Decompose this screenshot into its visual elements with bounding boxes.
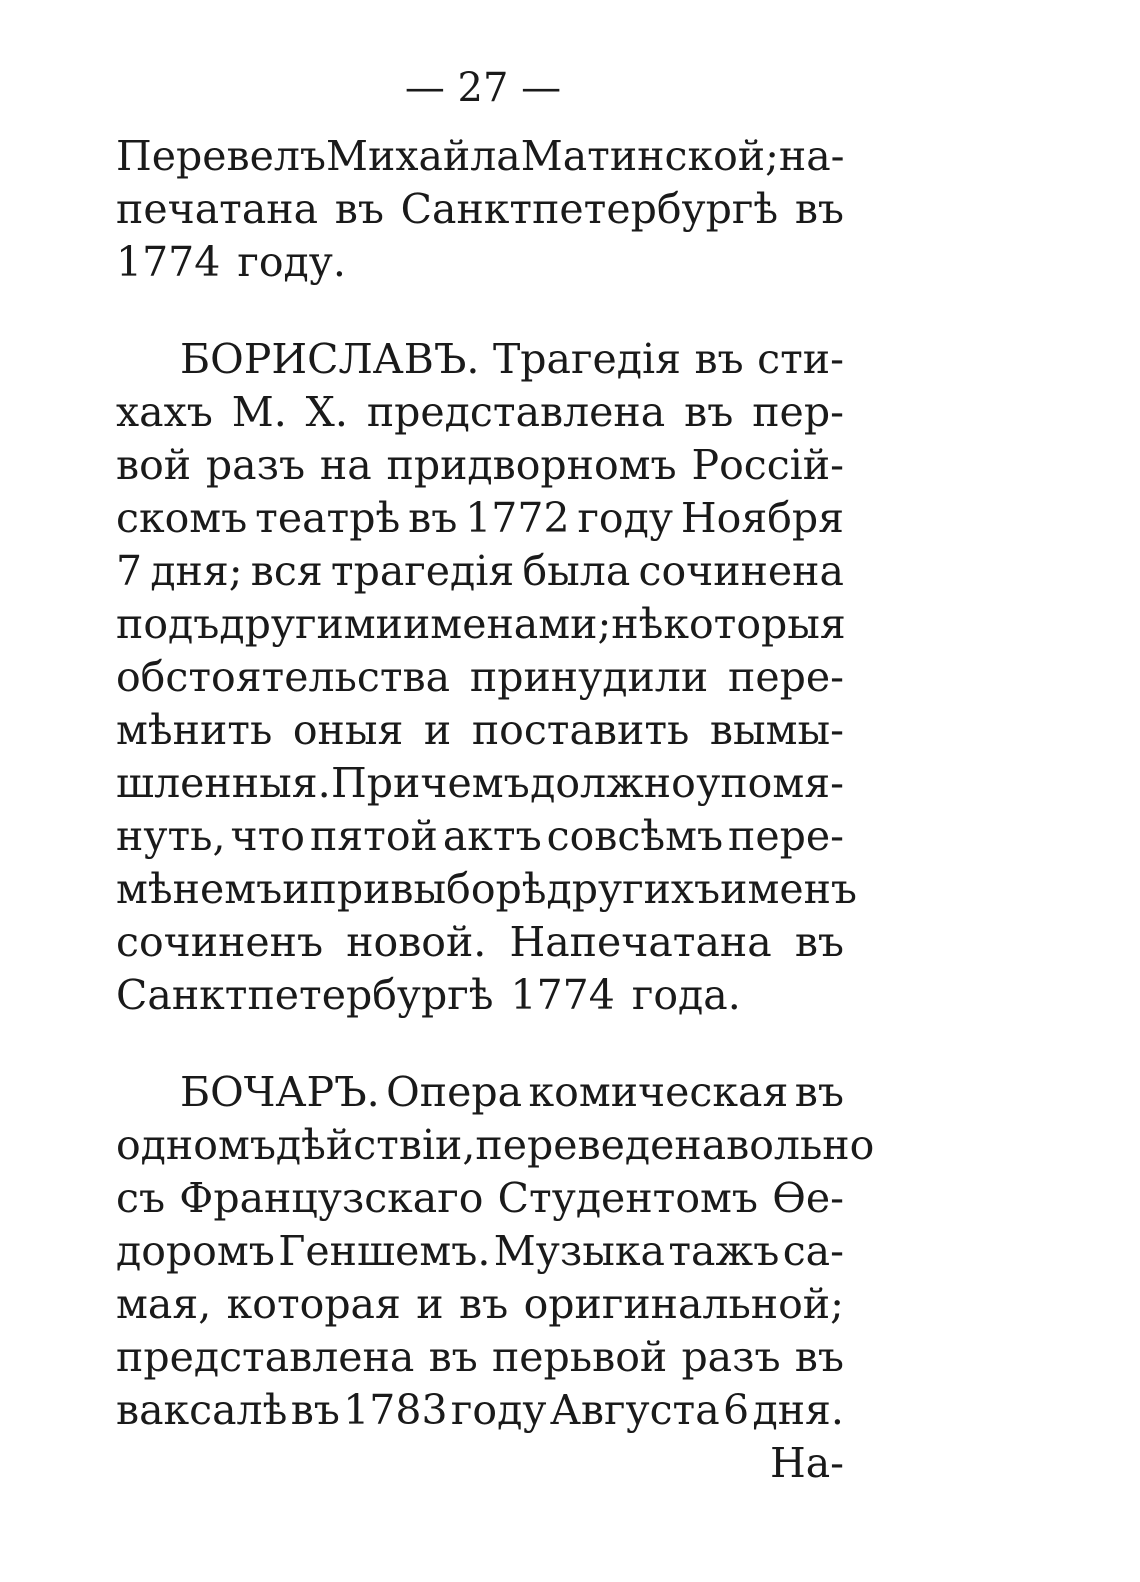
word: мѣнемъ [116, 865, 283, 913]
word: принудили [469, 653, 709, 701]
word: выборѣ [390, 865, 547, 913]
text-line [116, 1225, 844, 1278]
text-line [116, 863, 858, 916]
word: 6 [723, 1386, 750, 1434]
text-line [116, 1437, 844, 1490]
word: въ [334, 185, 384, 233]
word: упомя- [696, 759, 844, 807]
text-line [116, 386, 844, 439]
word: именъ [720, 865, 858, 913]
page-number: — 27 — [404, 65, 562, 111]
text-line [116, 236, 844, 289]
word: Санктпетербургѣ [116, 971, 494, 1019]
word: была [522, 547, 631, 595]
text-line [116, 439, 844, 492]
word: въ [684, 388, 734, 436]
text-line [116, 183, 844, 236]
word: пере- [728, 653, 844, 701]
body-text [116, 130, 875, 1490]
word: году [450, 1386, 547, 1434]
word: БОЧАРЪ. [180, 1068, 380, 1116]
word: Студентомъ [497, 1174, 758, 1222]
word: БОРИСЛАВЪ. [180, 335, 480, 383]
word: съ [116, 1174, 166, 1222]
word: пер- [752, 388, 844, 436]
word: Музыка [493, 1227, 665, 1275]
word: Перевелъ [116, 132, 327, 180]
word: нуть, [116, 812, 226, 860]
text-line [116, 1384, 844, 1437]
text-line [116, 333, 844, 386]
word: другими [219, 600, 403, 648]
word: перьвой [491, 1333, 668, 1381]
word: М. [231, 388, 287, 436]
text-line [116, 757, 844, 810]
word: Французскаго [179, 1174, 484, 1222]
word: На- [769, 1439, 844, 1487]
word: представлена [366, 388, 666, 436]
word: сти- [757, 335, 844, 383]
word: придворномъ [386, 441, 677, 489]
word: и [282, 865, 310, 913]
word: Напечатана [509, 918, 772, 966]
word: именами; [402, 600, 612, 648]
word: въ [794, 1333, 844, 1381]
word: разъ [681, 1333, 781, 1381]
word: на- [778, 132, 845, 180]
word: представлена [116, 1333, 415, 1381]
word: при [309, 865, 391, 913]
word: подъ [116, 600, 220, 648]
word: вой [116, 441, 192, 489]
word: въ [694, 335, 744, 383]
word: Августа [549, 1386, 720, 1434]
word: Матинской; [520, 132, 779, 180]
word: са- [782, 1227, 844, 1275]
text-line [116, 916, 844, 969]
text-line [116, 1066, 844, 1119]
word: которая [226, 1280, 401, 1328]
word: оныя [292, 706, 404, 754]
word: и [416, 1280, 444, 1328]
word: сочиненъ [116, 918, 324, 966]
word: Геншемъ. [278, 1227, 491, 1275]
word: комическая [528, 1068, 789, 1116]
word: дня. [752, 1386, 844, 1434]
text-line [116, 1331, 844, 1384]
word: дѣйствіи, [275, 1121, 476, 1169]
word: въ [459, 1280, 509, 1328]
word: переведена [475, 1121, 727, 1169]
text-line [116, 598, 844, 651]
word: актъ [442, 812, 542, 860]
word: на [319, 441, 372, 489]
word: нѣкоторыя [611, 600, 846, 648]
word: Ноября [680, 494, 844, 542]
word: 1783 [343, 1386, 448, 1434]
word: году [577, 494, 673, 542]
word: въ [794, 918, 844, 966]
text-line [116, 704, 844, 757]
word: обстоятельства [116, 653, 451, 701]
text-line [116, 492, 844, 545]
word: пятой [309, 812, 438, 860]
word: сочинена [638, 547, 844, 595]
word: въ [290, 1386, 340, 1434]
word: Х. [305, 388, 348, 436]
word: Трагедія [492, 335, 681, 383]
word: Санктпетербургѣ [400, 185, 779, 233]
word: поставить [471, 706, 690, 754]
word: въ [428, 1333, 478, 1381]
paragraph [116, 333, 858, 1022]
word: доромъ [116, 1227, 275, 1275]
text-line [116, 545, 844, 598]
word: должно [530, 759, 696, 807]
word: Причемъ [331, 759, 530, 807]
word: въ [794, 185, 844, 233]
word: оригинальной; [523, 1280, 844, 1328]
book-page [116, 60, 875, 1534]
word: въ [408, 494, 458, 542]
word: вся [250, 547, 323, 595]
word: мая, [116, 1280, 212, 1328]
text-line [116, 1119, 875, 1172]
text-line [116, 130, 844, 183]
word: Россій- [691, 441, 844, 489]
word: что [230, 812, 305, 860]
paragraph [116, 130, 844, 289]
word: разъ [205, 441, 306, 489]
word: 1774 [510, 971, 615, 1019]
word: шленныя. [116, 759, 331, 807]
word: трагедія [330, 547, 515, 595]
word: скомъ [116, 494, 248, 542]
word: Ѳе- [772, 1174, 844, 1222]
word: въ [794, 1068, 844, 1116]
text-line [116, 1172, 844, 1225]
text-line [116, 810, 844, 863]
word: Опера [386, 1068, 523, 1116]
word: одномъ [116, 1121, 276, 1169]
text-line [116, 651, 844, 704]
word: пере- [728, 812, 844, 860]
paragraph [116, 1066, 875, 1490]
word: 7 [116, 547, 143, 595]
text-line [116, 1278, 844, 1331]
word: года. [631, 971, 741, 1019]
word: другихъ [546, 865, 721, 913]
word: совсѣмъ [546, 812, 724, 860]
word: театрѣ [255, 494, 401, 542]
word: печатана [116, 185, 319, 233]
word: 1774 [116, 238, 221, 286]
word: Михайла [326, 132, 521, 180]
word: ваксалѣ [116, 1386, 288, 1434]
word: новой. [346, 918, 487, 966]
word: вымы- [709, 706, 844, 754]
word: дня; [150, 547, 243, 595]
word: хахъ [116, 388, 213, 436]
word: и [423, 706, 452, 754]
word: году. [237, 238, 346, 286]
word: тажъ [668, 1227, 780, 1275]
word: 1772 [465, 494, 570, 542]
text-line [116, 969, 844, 1022]
word: вольно [726, 1121, 875, 1169]
word: мѣнить [116, 706, 273, 754]
